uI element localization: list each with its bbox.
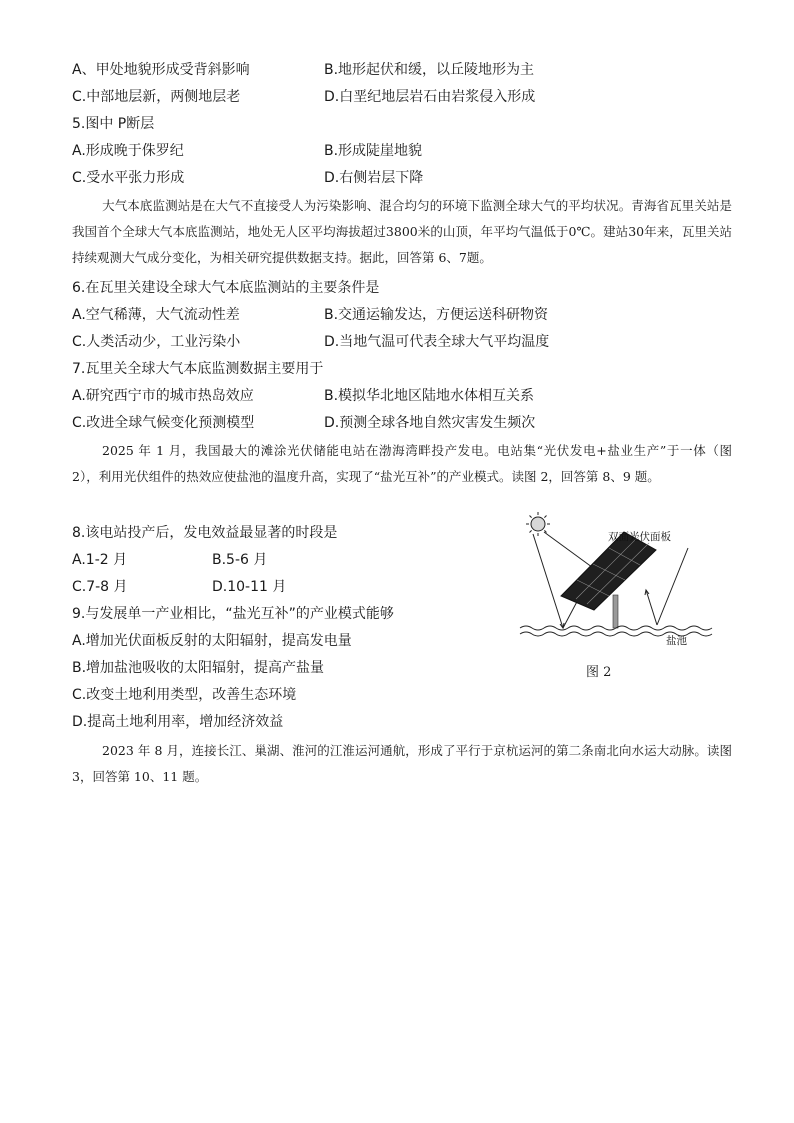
q6-option-d: D.当地气温可代表全球大气平均温度 <box>324 334 550 350</box>
sun-icon <box>526 512 550 536</box>
q8-option-a: A.1-2 月 <box>72 552 128 568</box>
passage-1-text: 大气本底监测站是在大气不直接受人为污染影响、混合均匀的环境下监测全球大气的平均状况。青海省瓦里关站是我国首个全球大气本底监测站，地处无人区平均海拔超过3800米的山顶，年平均气温低于0℃。建站30年来，瓦里关站持续观测大气成分变化，为相关研究提供数据支持。据此，回答第 6、7题。 <box>72 198 732 265</box>
q9-option-b: B.增加盐池吸收的太阳辐射，提高产盐量 <box>72 660 325 676</box>
passage-3 <box>72 738 732 790</box>
q6-option-c: C.人类活动少，工业污染小 <box>72 334 241 350</box>
q5-option-b: B.形成陡崖地貌 <box>324 143 423 159</box>
figure-2-caption: 图 2 <box>586 665 612 680</box>
figure-2-diagram <box>518 510 718 660</box>
salt-pond-label: 盐池 <box>666 635 687 647</box>
passage-3-text: 2023 年 8 月，连接长江、巢湖、淮河的江淮运河通航，形成了平行于京杭运河的第二条南北向水运大动脉。读图 3，回答第 10、11 题。 <box>72 743 732 784</box>
panel-label: 双面光伏面板 <box>608 531 671 543</box>
q6-option-b: B.交通运输发达，方便运送科研物资 <box>324 307 549 323</box>
q7-option-d: D.预测全球各地自然灾害发生频次 <box>324 415 536 431</box>
q8-stem: 8.该电站投产后，发电效益最显著的时段是 <box>72 525 338 541</box>
q7-stem: 7.瓦里关全球大气本底监测数据主要用于 <box>72 361 324 377</box>
passage-2-text: 2025 年 1 月，我国最大的滩涂光伏储能电站在渤海湾畔投产发电。电站集“光伏发电+盐业生产”于一体（图 2），利用光伏组件的热效应使盐池的温度升高，实现了“盐光互补”的产业模式。读图 2，回答第 8、9 题。 <box>72 443 732 484</box>
q4-option-c: C.中部地层新，两侧地层老 <box>72 89 241 105</box>
q7-option-b: B.模拟华北地区陆地水体相互关系 <box>324 388 535 404</box>
q9-option-d: D.提高土地利用率，增加经济效益 <box>72 714 284 730</box>
q7-option-c: C.改进全球气候变化预测模型 <box>72 415 255 431</box>
q5-stem: 5.图中 P断层 <box>72 116 155 132</box>
q5-option-a: A.形成晚于侏罗纪 <box>72 143 184 159</box>
q6-stem: 6.在瓦里关建设全球大气本底监测站的主要条件是 <box>72 280 380 296</box>
q8-option-b: B.5-6 月 <box>212 552 268 568</box>
q9-stem: 9.与发展单一产业相比，“盐光互补”的产业模式能够 <box>72 606 394 622</box>
solar-panel-icon <box>561 532 656 628</box>
q4-option-b: B.地形起伏和缓，以丘陵地形为主 <box>324 62 535 78</box>
q4-option-a: A、甲处地貌形成受背斜影响 <box>72 62 250 78</box>
q9-option-c: C.改变土地利用类型，改善生态环境 <box>72 687 297 703</box>
q5-option-c: C.受水平张力形成 <box>72 170 185 186</box>
q6-option-a: A.空气稀薄，大气流动性差 <box>72 307 240 323</box>
q8-option-c: C.7-8 月 <box>72 579 128 595</box>
q8-option-d: D.10-11 月 <box>212 579 287 595</box>
q4-option-d: D.白垩纪地层岩石由岩浆侵入形成 <box>324 89 536 105</box>
q9-option-a: A.增加光伏面板反射的太阳辐射，提高发电量 <box>72 633 352 649</box>
q5-option-d: D.右侧岩层下降 <box>324 170 424 186</box>
q7-option-a: A.研究西宁市的城市热岛效应 <box>72 388 254 404</box>
passage-2 <box>72 438 732 490</box>
passage-1 <box>72 193 732 271</box>
